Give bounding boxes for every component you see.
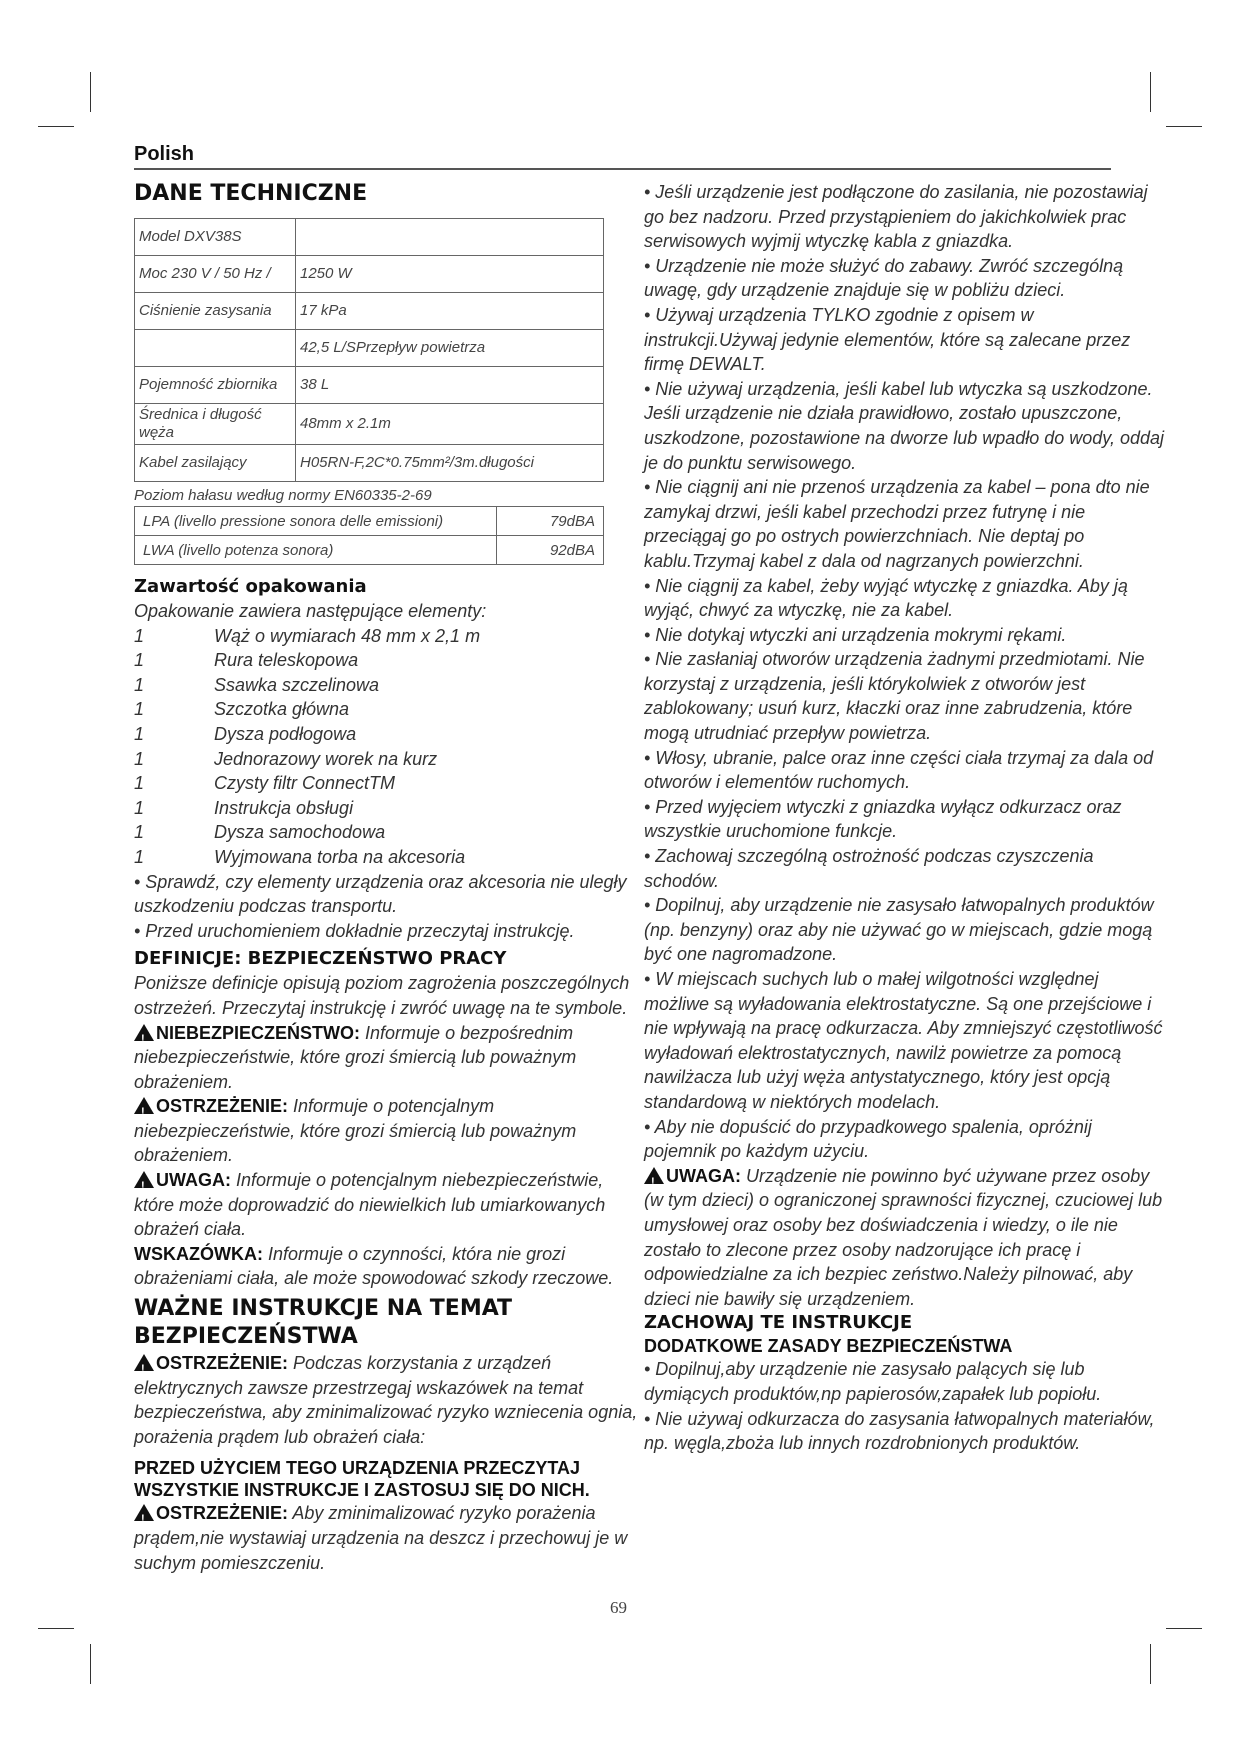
item-qty: 1 (134, 699, 145, 720)
spec-value: 42,5 L/SPrzepływ powietrza (296, 330, 604, 367)
list-item (134, 845, 639, 870)
table-row (135, 507, 604, 536)
keep-instructions-title: ZACHOWAJ TE INSTRUKCJE (644, 1312, 913, 1334)
safety-bullet: • Jeśli urządzenie jest podłączone do zasilania, nie pozostawiaj go bez nadzoru. Przed przystąpieniem do jakichkolwiek prac serwisowych wyjmij wtyczkę kabla z gniazdka. (644, 182, 1148, 252)
list-item (134, 820, 639, 845)
table-row (135, 367, 604, 404)
item-name: Jednorazowy worek na kurz (214, 748, 438, 769)
notice-text: Informuje o czynności, która nie grozi obrażeniami ciała, ale może spowodować szkody rzeczowe. (134, 1243, 614, 1289)
warning2-text: Podczas korzystania z urządzeń elektrycznych zawsze przestrzegaj wskazówek na temat bezpieczeństwa, aby zminimalizować ryzyko wzniecenia ognia, porażenia prądem lub obrażeń ciała: (134, 1353, 638, 1447)
spec-value (296, 219, 604, 256)
definitions-title: DEFINICJE: BEZPIECZEŃSTWO PRACY (134, 948, 507, 970)
spec-table (134, 218, 604, 482)
table-row (135, 536, 604, 565)
table-row (135, 404, 604, 445)
crop-mark (1150, 72, 1151, 112)
item-qty: 1 (134, 625, 145, 646)
item-name: Instrukcja obsługi (214, 797, 354, 818)
safety-bullet: • Przed wyjęciem wtyczki z gniazdka wyłącz odkurzacz oraz wszystkie uruchomione funkcje. (644, 796, 1122, 842)
notice-definition (134, 1242, 639, 1291)
contents-intro: Opakowanie zawiera następujące elementy: (134, 601, 487, 621)
crop-mark (1166, 126, 1202, 127)
safety-bullet: • Aby nie dopuścić do przypadkowego spalenia, opróżnij pojemnik po każdym użyciu. (644, 1116, 1092, 1162)
danger-label: NIEBEZPIECZEŃSTWO: (156, 1022, 361, 1043)
item-name: Czysty filtr ConnectTM (214, 773, 396, 794)
table-row (135, 330, 604, 367)
crop-mark (38, 126, 74, 127)
list-item (134, 648, 639, 673)
item-qty: 1 (134, 748, 145, 769)
warning-triangle-icon (134, 1354, 154, 1371)
safety-bullet: • Włosy, ubranie, palce oraz inne części ciała trzymaj za dala od otworów i elementów ruchomych. (644, 747, 1154, 793)
item-name: Wąż o wymiarach 48 mm x 2,1 m (214, 625, 481, 646)
danger-text: Informuje o bezpośrednim niebezpieczeństwie, które grozi śmiercią lub poważnym obrażeniem. (134, 1022, 577, 1092)
additional-bullet: • Dopilnuj,aby urządzenie nie zasysało palących się lub dymiących produktów,np papierosów,zapałek lub popiołu. (644, 1359, 1102, 1404)
noise-name: LPA (livello pressione sonora delle emissioni) (135, 507, 497, 536)
additional-rules-title: DODATKOWE ZASADY BEZPIECZEŃSTWA (644, 1336, 1013, 1357)
definitions-intro: Poniższe definicje opisują poziom zagrożenia poszczególnych ostrzeżeń. Przeczytaj instrukcję i zwróć uwagę na te symbole. (134, 973, 630, 1018)
noise-value: 79dBA (497, 507, 604, 536)
crop-mark (90, 1644, 91, 1684)
item-qty: 1 (134, 723, 145, 744)
warning-triangle-icon (134, 1171, 154, 1188)
right-column (644, 180, 1164, 1456)
warning3-label: OSTRZEŻENIE: (156, 1503, 289, 1524)
warning-triangle-icon (644, 1167, 664, 1184)
read-all-instructions: PRZED UŻYCIEM TEGO URZĄDZENIA PRZECZYTAJ WSZYSTKIE INSTRUKCJE I ZASTOSUJ SIĘ DO NICH. (134, 1458, 590, 1501)
additional-bullet: • Nie używaj odkurzacza do zasysania łatwopalnych materiałów, np. węgla,zboża lub innych rozdrobnionych produktów. (644, 1408, 1155, 1454)
warning3-text: Aby zminimalizować ryzyko porażenia prądem,nie wystawiaj urządzenia na deszcz i przechowuj je w suchym pomieszczeniu. (134, 1503, 628, 1573)
safety-bullet: • Używaj urządzenia TYLKO zgodnie z opisem w instrukcji.Używaj jedynie elementów, które są zalecane przez firmę DEWALT. (644, 304, 1131, 375)
warning-text: Informuje o potencjalnym niebezpieczeństwie, które grozi śmiercią lub poważnym obrażeniem. (134, 1096, 577, 1166)
crop-mark (38, 1628, 74, 1629)
warning-label: OSTRZEŻENIE: (156, 1096, 289, 1117)
table-row (135, 256, 604, 293)
warning2-paragraph (134, 1351, 639, 1449)
item-qty: 1 (134, 773, 145, 794)
noise-name: LWA (livello potenza sonora) (135, 536, 497, 565)
safety-bullet: • W miejscach suchych lub o małej wilgotności względnej możliwe są wyładowania elektrostatyczne. Są one przejściowe i nie wpływają na pracę odkurzacza. Aby zmniejszyć częstotliwość wyładowań elektrostatycznych, nawilż powietrze za pomocą nawilżacza lub użyj węża antystatycznego, który jest opcją standardową w niektórych modelach. (644, 969, 1163, 1112)
read-note: • Przed uruchomieniem dokładnie przeczytaj instrukcję. (134, 920, 575, 941)
warning-triangle-icon (134, 1097, 154, 1114)
danger-definition (134, 1021, 639, 1095)
noise-table (134, 506, 604, 565)
caution-paragraph (644, 1164, 1164, 1312)
noise-label: Poziom hałasu według normy EN60335-2-69 (134, 487, 432, 504)
spec-label: Pojemność zbiornika (135, 367, 296, 404)
item-qty: 1 (134, 797, 145, 818)
list-item (134, 796, 639, 821)
page-number: 69 (610, 1598, 627, 1617)
header-rule (134, 168, 1111, 170)
warning-triangle-icon (134, 1024, 154, 1041)
warning-triangle-icon (134, 1504, 154, 1521)
table-row (135, 445, 604, 482)
safety-bullet: • Nie ciągnij ani nie przenoś urządzenia za kabel – pona dto nie zamykaj drzwi, jeśli kabel przechodzi przez futrynę i nie przeciągaj go po ostrych powierzchniach. Nie deptaj po kablu.Trzymaj kabel z dala od nagrzanych powierzchni. (644, 477, 1150, 571)
caution-label: UWAGA: (666, 1165, 741, 1186)
safety-bullet: • Dopilnuj, aby urządzenie nie zasysało łatwopalnych produktów (np. benzyny) oraz aby nie używać go w miejscach, gdzie mogą być one nagromadzone. (644, 895, 1154, 965)
spec-value: 17 kPa (296, 293, 604, 330)
spec-label: Model DXV38S (135, 219, 296, 256)
item-qty: 1 (134, 846, 145, 867)
spec-value: 38 L (296, 367, 604, 404)
list-item (134, 747, 639, 772)
left-column (134, 180, 639, 1575)
item-qty: 1 (134, 674, 145, 695)
caution-label: UWAGA: (156, 1170, 231, 1191)
item-name: Dysza podłogowa (214, 723, 357, 744)
crop-mark (1166, 1628, 1202, 1629)
list-item (134, 697, 639, 722)
warning-definition (134, 1094, 639, 1168)
item-name: Wyjmowana torba na akcesoria (214, 846, 466, 867)
list-item (134, 624, 639, 649)
item-name: Ssawka szczelinowa (214, 674, 380, 695)
caution-text: Urządzenie nie powinno być używane przez osoby (w tym dzieci) o ograniczonej sprawności fizycznej, czuciowej lub umysłowej oraz osoby bez doświadczenia i wiedzy, o ile nie zostało to zlecone przez osoby nadzorujące ich pracę i odpowiedzialne za ich bezpiec zeństwo.Należy pilnować, aby dzieci nie bawiły się urządzeniem. (644, 1165, 1163, 1309)
list-item (134, 771, 639, 796)
item-name: Szczotka główna (214, 699, 350, 720)
warning2-label: OSTRZEŻENIE: (156, 1353, 289, 1374)
safety-bullet: • Nie dotykaj wtyczki ani urządzenia mokrymi rękami. (644, 624, 1067, 645)
safety-bullet: • Zachowaj szczególną ostrożność podczas czyszczenia schodów. (644, 846, 1094, 891)
spec-label (135, 330, 296, 367)
spec-value: H05RN-F,2C*0.75mm²/3m.długości (296, 445, 604, 482)
notice-label: WSKAZÓWKA: (134, 1243, 263, 1264)
spec-label: Ciśnienie zasysania (135, 293, 296, 330)
spec-value: 1250 W (296, 256, 604, 293)
table-row (135, 219, 604, 256)
crop-mark (1150, 1644, 1151, 1684)
safety-bullet: • Urządzenie nie może służyć do zabawy. Zwróć szczególną uwagę, gdy urządzenie znajduje się w pobliżu dzieci. (644, 255, 1124, 301)
item-qty: 1 (134, 822, 145, 843)
caution-definition (134, 1168, 639, 1242)
contents-title: Zawartość opakowania (134, 576, 367, 597)
spec-label: Moc 230 V / 50 Hz / (135, 256, 296, 293)
check-note: • Sprawdź, czy elementy urządzenia oraz akcesoria nie uległy uszkodzeniu podczas transportu. (134, 871, 627, 917)
noise-value: 92dBA (497, 536, 604, 565)
table-row (135, 293, 604, 330)
spec-label: Średnica i długość węża (135, 404, 296, 445)
tech-data-title: DANE TECHNICZNE (134, 181, 368, 206)
item-name: Rura teleskopowa (214, 650, 359, 671)
contents-list (134, 624, 639, 870)
caution-text: Informuje o potencjalnym niebezpieczeństwie, które może doprowadzić do niewielkich lub umiarkowanych obrażeń ciała. (134, 1170, 606, 1240)
safety-bullet: • Nie używaj urządzenia, jeśli kabel lub wtyczka są uszkodzone. Jeśli urządzenie nie działa prawidłowo, zostało upuszczone, uszkodzone, pozostawione na dworze lub wpadło do wody, oddaj je do punktu serwisowego. (644, 378, 1165, 473)
list-item (134, 673, 639, 698)
safety-bullet: • Nie zasłaniaj otworów urządzenia żadnymi przedmiotami. Nie korzystaj z urządzenia, jeśli którykolwiek z otworów jest zablokowany; usuń kurz, kłaczki oraz inne zabrudzenia, które mogą utrudniać przepływ powietrza. (644, 649, 1145, 744)
crop-mark (90, 72, 91, 112)
list-item (134, 722, 639, 747)
item-qty: 1 (134, 650, 145, 671)
spec-label: Kabel zasilający (135, 445, 296, 482)
spec-value: 48mm x 2.1m (296, 404, 604, 445)
important-title: WAŻNE INSTRUKCJE NA TEMAT BEZPIECZEŃSTWA (134, 1296, 513, 1350)
language-label: Polish (134, 143, 195, 165)
safety-bullet: • Nie ciągnij za kabel, żeby wyjąć wtyczkę z gniazdka. Aby ją wyjąć, chwyć za wtyczkę, nie za kabel. (644, 575, 1128, 621)
warning3-paragraph (134, 1501, 639, 1575)
item-name: Dysza samochodowa (214, 822, 386, 843)
